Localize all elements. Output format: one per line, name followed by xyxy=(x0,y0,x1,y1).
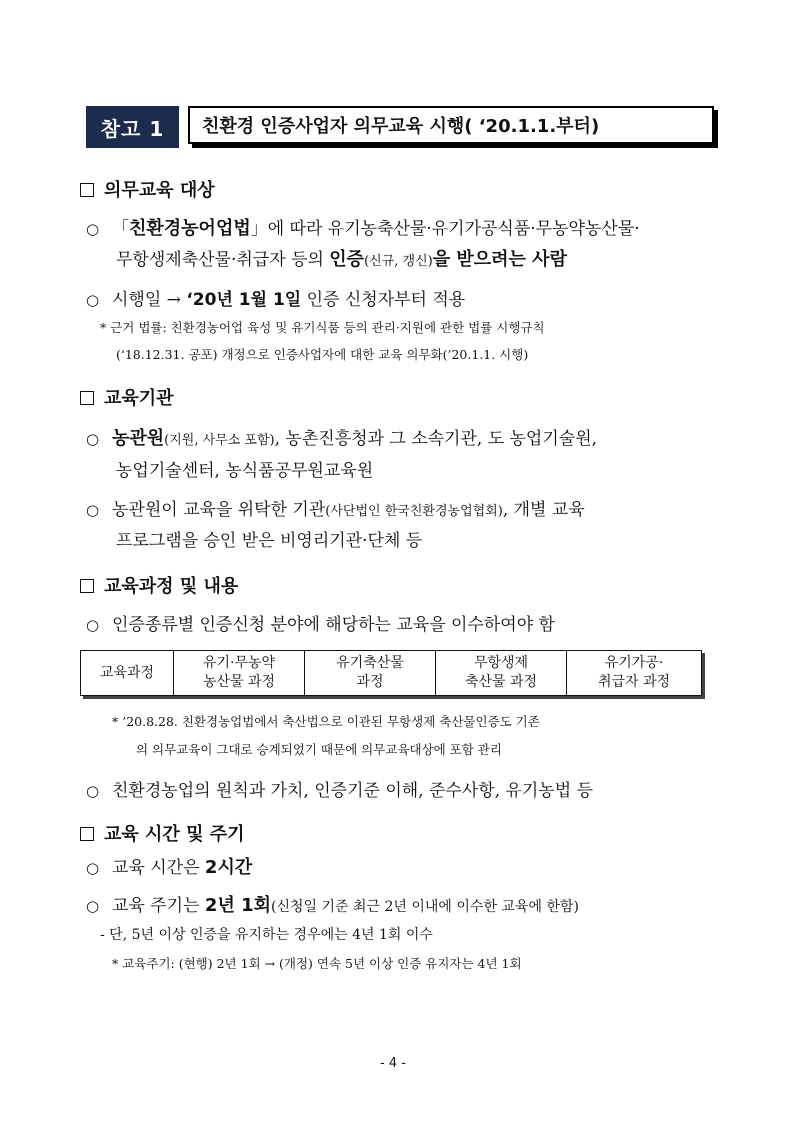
time-dash-note: - 단, 5년 이상 인증을 유지하는 경우에는 4년 1회 이수 xyxy=(100,927,433,943)
table-cell-organic-livestock: 유기축산물 과정 xyxy=(304,651,435,695)
time-bullet-2: ○ 교육 주기는 2년 1회(신청일 기준 최근 2년 이내에 이수한 교육에 한함) xyxy=(86,895,579,916)
checkbox-square-icon xyxy=(80,183,94,197)
course-bullet-1: ○ 인증종류별 인증신청 분야에 해당하는 교육을 이수하여야 함 xyxy=(86,615,555,635)
course-table xyxy=(80,650,702,696)
time-bullet-1: ○ 교육 시간은 2시간 xyxy=(86,857,253,878)
time-footnote: * 교육주기: (현행) 2년 1회 → (개정) 연속 5년 이상 인증 유지자는 4년 1회 xyxy=(112,956,522,971)
page-title: 친환경 인증사업자 의무교육 시행( ‘20.1.1.부터) xyxy=(188,106,714,144)
section-heading-institution: 교육기관 xyxy=(80,384,174,410)
circle-bullet-icon: ○ xyxy=(86,859,100,877)
circle-bullet-icon: ○ xyxy=(86,501,100,519)
circle-bullet-icon: ○ xyxy=(86,897,100,915)
course-note-2: 의 의무교육이 그대로 승계되었기 때문에 의무교육대상에 포함 관리 xyxy=(136,742,502,757)
table-cell-organic-processing: 유기가공· 취급자 과정 xyxy=(566,651,701,695)
section-heading-time: 교육 시간 및 주기 xyxy=(80,820,245,846)
circle-bullet-icon: ○ xyxy=(86,220,100,238)
circle-bullet-icon: ○ xyxy=(86,616,100,634)
circle-bullet-icon: ○ xyxy=(86,430,100,448)
target-bullet-1: ○ 「친환경농어업법」에 따라 유기농축산물·유기가공식품·무농약농산물· xyxy=(86,218,640,239)
page-number: - 4 - xyxy=(380,1056,406,1071)
checkbox-square-icon xyxy=(80,827,94,841)
institution-bullet-1: ○ 농관원(지원, 사무소 포함), 농촌진흥청과 그 소속기관, 도 농업기술원, xyxy=(86,428,598,449)
table-cell-course: 교육과정 xyxy=(99,664,155,681)
target-note-2: (‘18.12.31. 공포) 개정으로 인증사업자에 대한 교육 의무화(’20.1.1. 시행) xyxy=(116,347,529,362)
target-note-1: * 근거 법률: 친환경농어업 육성 및 유기식품 등의 관리·지원에 관한 법률 시행규칙 xyxy=(100,320,545,335)
section-heading-target: 의무교육 대상 xyxy=(80,176,215,202)
reference-tag: 참고 1 xyxy=(86,106,179,148)
course-bullet-2: ○ 친환경농업의 원칙과 가치, 인증기준 이해, 준수사항, 유기농법 등 xyxy=(86,781,594,801)
institution-bullet-2-cont: 프로그램을 승인 받은 비영리기관·단체 등 xyxy=(116,531,423,551)
course-note-1: * ’20.8.28. 친환경농업법에서 축산법으로 이관된 무항생제 축산물인증도 기존 xyxy=(112,714,540,729)
checkbox-square-icon xyxy=(80,391,94,405)
section-heading-course: 교육과정 및 내용 xyxy=(80,572,238,598)
target-bullet-1-cont: 무항생제축산물·취급자 등의 인증(신규, 갱신)을 받으려는 사람 xyxy=(116,249,567,270)
target-bullet-2: ○ 시행일 → ‘20년 1월 1일 인증 신청자부터 적용 xyxy=(86,290,466,310)
institution-bullet-2: ○ 농관원이 교육을 위탁한 기관(사단법인 한국친환경농업협회), 개별 교육 xyxy=(86,500,585,520)
checkbox-square-icon xyxy=(80,579,94,593)
circle-bullet-icon: ○ xyxy=(86,291,100,309)
circle-bullet-icon: ○ xyxy=(86,782,100,800)
table-cell-antibiotic-free: 무항생제 축산물 과정 xyxy=(435,651,566,695)
institution-bullet-1-cont: 농업기술센터, 농식품공무원교육원 xyxy=(116,461,374,481)
table-cell-organic-pesticide-free: 유기·무농약 농산물 과정 xyxy=(173,651,304,695)
